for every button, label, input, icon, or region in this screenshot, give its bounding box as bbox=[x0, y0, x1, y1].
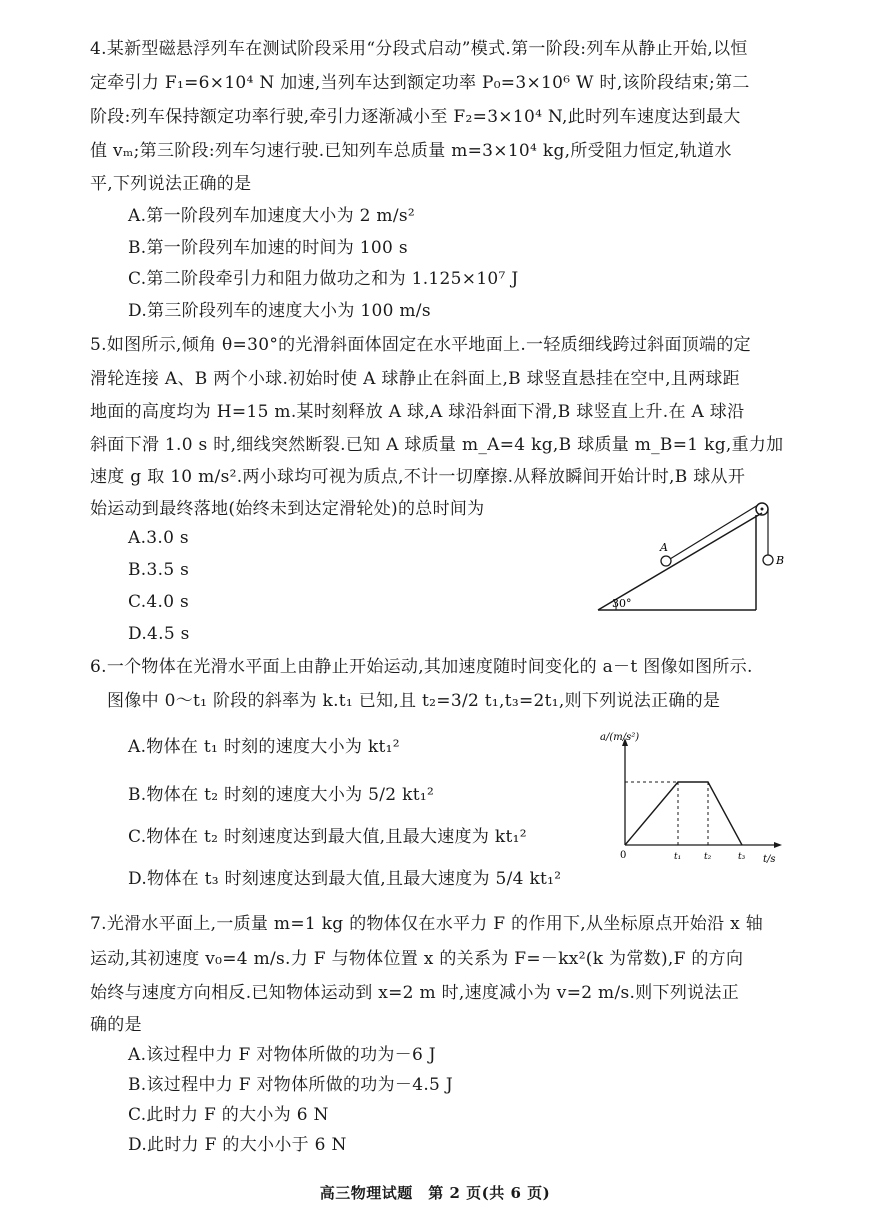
q6-stem-line: 图像中 0～t₁ 阶段的斜率为 k.t₁ 已知,且 t₂=3/2 t₁,t₃=2t₁,则下列说法正确的是 bbox=[107, 691, 721, 711]
q5-option-a: A.3.0 s bbox=[128, 528, 189, 548]
y-axis-label: a/(m/s²) bbox=[600, 732, 640, 743]
q6-stem-line: 6.一个物体在光滑水平面上由静止开始运动,其加速度随时间变化的 a－t 图像如图所示. bbox=[90, 657, 753, 677]
q4-stem-line: 平,下列说法正确的是 bbox=[90, 174, 252, 194]
incline-figure bbox=[590, 495, 790, 640]
q5-option-d: D.4.5 s bbox=[128, 624, 190, 644]
q5-stem-line: 滑轮连接 A、B 两个小球.初始时使 A 球静止在斜面上,B 球竖直悬挂在空中,且两球距 bbox=[90, 369, 740, 389]
q4-stem-line: 定牵引力 F₁=6×10⁴ N 加速,当列车达到额定功率 P₀=3×10⁶ W 时,该阶段结束;第二 bbox=[90, 73, 750, 93]
label-a: A bbox=[660, 541, 668, 554]
q4-option-c: C.第二阶段牵引力和阻力做功之和为 1.125×10⁷ J bbox=[128, 269, 519, 289]
pulley-axle bbox=[761, 508, 764, 511]
q5-stem-line: 斜面下滑 1.0 s 时,细线突然断裂.已知 A 球质量 m_A=4 kg,B 球质量 m_B=1 kg,重力加 bbox=[90, 435, 784, 455]
tick-t3: t₃ bbox=[738, 852, 746, 862]
q5-stem-line: 5.如图所示,倾角 θ=30°的光滑斜面体固定在水平地面上.一轻质细线跨过斜面顶端的定 bbox=[90, 335, 751, 355]
tick-t2: t₂ bbox=[704, 852, 712, 862]
q7-stem-line: 确的是 bbox=[90, 1015, 142, 1035]
q4-stem-line: 阶段:列车保持额定功率行驶,牵引力逐渐减小至 F₂=3×10⁴ N,此时列车速度达到最大 bbox=[90, 107, 741, 127]
x-axis-arrow bbox=[774, 842, 782, 848]
q7-option-a: A.该过程中力 F 对物体所做的功为－6 J bbox=[128, 1045, 436, 1065]
q5-stem-line: 地面的高度均为 H=15 m.某时刻释放 A 球,A 球沿斜面下滑,B 球竖直上升.在 A 球沿 bbox=[90, 402, 745, 422]
q7-option-c: C.此时力 F 的大小为 6 N bbox=[128, 1105, 329, 1125]
q7-option-d: D.此时力 F 的大小小于 6 N bbox=[128, 1135, 347, 1155]
a-t-curve bbox=[625, 782, 742, 845]
x-axis-label: t/s bbox=[763, 854, 776, 865]
q6-option-a: A.物体在 t₁ 时刻的速度大小为 kt₁² bbox=[128, 737, 400, 757]
q5-stem-line: 始运动到最终落地(始终未到达定滑轮处)的总时间为 bbox=[90, 499, 485, 519]
q5-option-b: B.3.5 s bbox=[128, 560, 190, 580]
q4-stem-line: 值 vₘ;第三阶段:列车匀速行驶.已知列车总质量 m=3×10⁴ kg,所受阻力恒定,轨道水 bbox=[90, 141, 732, 161]
tick-t1: t₁ bbox=[674, 852, 682, 862]
incline-slope bbox=[598, 513, 762, 610]
q7-stem-line: 7.光滑水平面上,一质量 m=1 kg 的物体仅在水平力 F 的作用下,从坐标原点开始沿 x 轴 bbox=[90, 914, 763, 934]
q4-option-a: A.第一阶段列车加速度大小为 2 m/s² bbox=[128, 206, 415, 226]
string-to-a bbox=[670, 505, 758, 559]
page-footer: 高三物理试题 第 2 页(共 6 页) bbox=[319, 1184, 551, 1202]
q5-option-c: C.4.0 s bbox=[128, 592, 190, 612]
ball-b bbox=[763, 555, 773, 565]
q4-option-b: B.第一阶段列车加速的时间为 100 s bbox=[128, 238, 408, 258]
label-b: B bbox=[776, 554, 785, 567]
q5-stem-line: 速度 g 取 10 m/s².两小球均可视为质点,不计一切摩擦.从释放瞬间开始计时,B 球从开 bbox=[90, 467, 746, 487]
q7-stem-line: 始终与速度方向相反.已知物体运动到 x=2 m 时,速度减小为 v=2 m/s.则下列说法正 bbox=[90, 983, 740, 1003]
q7-option-b: B.该过程中力 F 对物体所做的功为－4.5 J bbox=[128, 1075, 453, 1095]
q6-option-c: C.物体在 t₂ 时刻速度达到最大值,且最大速度为 kt₁² bbox=[128, 827, 527, 847]
q4-stem-line: 4.某新型磁悬浮列车在测试阶段采用“分段式启动”模式.第一阶段:列车从静止开始,以恒 bbox=[90, 39, 748, 59]
q6-option-b: B.物体在 t₂ 时刻的速度大小为 5/2 kt₁² bbox=[128, 785, 435, 805]
ball-a bbox=[661, 556, 671, 566]
q6-option-d: D.物体在 t₃ 时刻速度达到最大值,且最大速度为 5/4 kt₁² bbox=[128, 869, 562, 889]
q7-stem-line: 运动,其初速度 v₀=4 m/s.力 F 与物体位置 x 的关系为 F=－kx²(k 为常数),F 的方向 bbox=[90, 949, 744, 969]
a-t-graph bbox=[580, 730, 795, 870]
q4-option-d: D.第三阶段列车的速度大小为 100 m/s bbox=[128, 301, 431, 321]
origin-label: 0 bbox=[620, 850, 627, 861]
angle-label: 30° bbox=[612, 597, 632, 610]
